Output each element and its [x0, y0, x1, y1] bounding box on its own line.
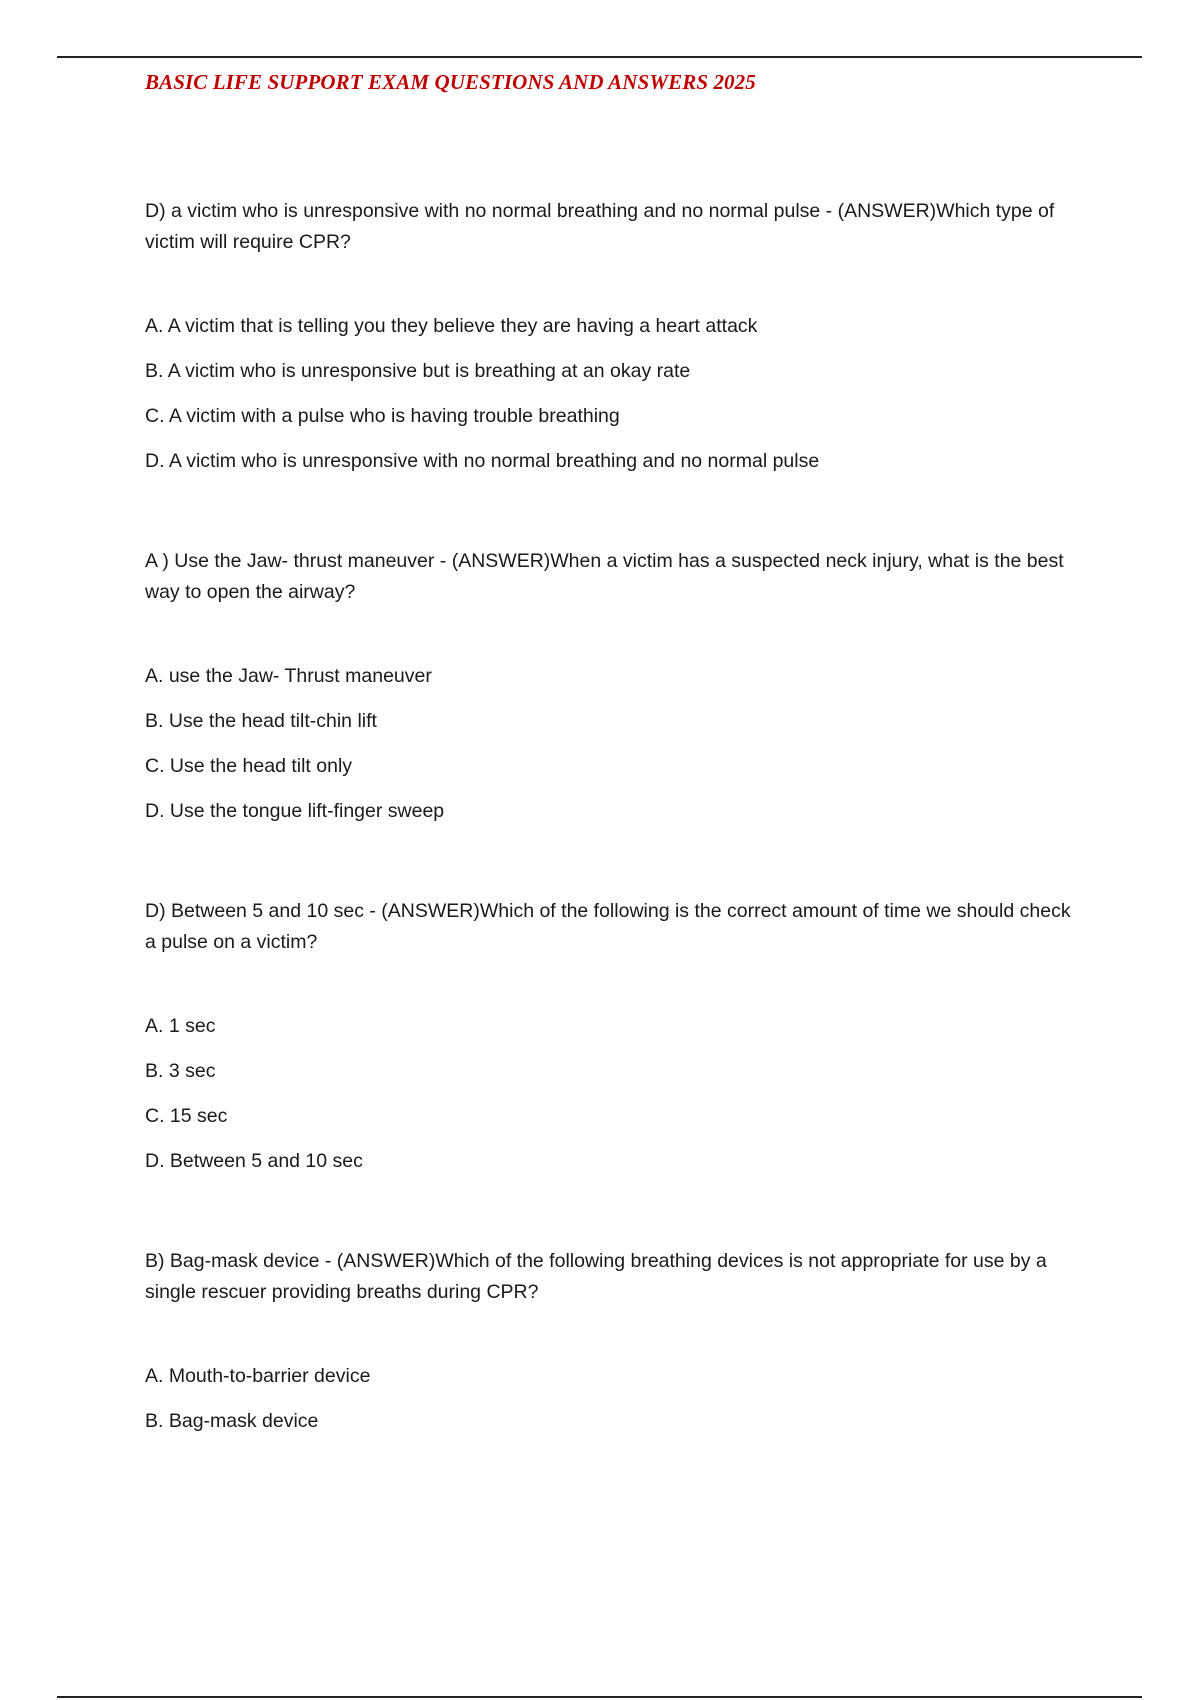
top-divider — [57, 56, 1142, 58]
qa-block-4 — [145, 1246, 1075, 1434]
page-header-title: BASIC LIFE SUPPORT EXAM QUESTIONS AND ANSWERS 2025 — [145, 70, 756, 94]
qa-block-3 — [145, 896, 1075, 1174]
option-item: B. A victim who is unresponsive but is breathing at an okay rate — [145, 360, 691, 382]
option-item: B. 3 sec — [145, 1060, 216, 1082]
option-item: B. Bag-mask device — [145, 1410, 319, 1432]
option-item: B. Use the head tilt-chin lift — [145, 710, 377, 732]
question-text: B) Bag-mask device - (ANSWER)Which of the following breathing devices is not appropriate for use by a single rescuer providing breaths during CPR? — [145, 1250, 1047, 1303]
option-item: D. Between 5 and 10 sec — [145, 1150, 363, 1172]
option-list — [145, 663, 1075, 824]
option-item: A. A victim that is telling you they believe they are having a heart attack — [145, 315, 758, 337]
option-list — [145, 313, 1075, 474]
qa-block-1 — [145, 196, 1075, 474]
option-item: D. A victim who is unresponsive with no normal breathing and no normal pulse — [145, 450, 820, 472]
option-item: A. use the Jaw- Thrust maneuver — [145, 665, 432, 687]
question-text: D) a victim who is unresponsive with no normal breathing and no normal pulse - (ANSWER)Which type of victim will require CPR? — [145, 200, 1055, 253]
option-list — [145, 1363, 1075, 1434]
option-item: C. 15 sec — [145, 1105, 228, 1127]
bottom-divider — [57, 1696, 1142, 1698]
option-list — [145, 1013, 1075, 1174]
option-item: A. 1 sec — [145, 1015, 216, 1037]
qa-block-2 — [145, 546, 1075, 824]
option-item: D. Use the tongue lift-finger sweep — [145, 800, 445, 822]
question-text: A ) Use the Jaw- thrust maneuver - (ANSWER)When a victim has a suspected neck injury, what is the best way to open the airway? — [145, 550, 1064, 603]
option-item: A. Mouth-to-barrier device — [145, 1365, 371, 1387]
question-text: D) Between 5 and 10 sec - (ANSWER)Which of the following is the correct amount of time we should check a pulse on a victim? — [145, 900, 1071, 953]
qa-content — [145, 196, 1075, 1506]
option-item: C. A victim with a pulse who is having trouble breathing — [145, 405, 620, 427]
option-item: C. Use the head tilt only — [145, 755, 353, 777]
